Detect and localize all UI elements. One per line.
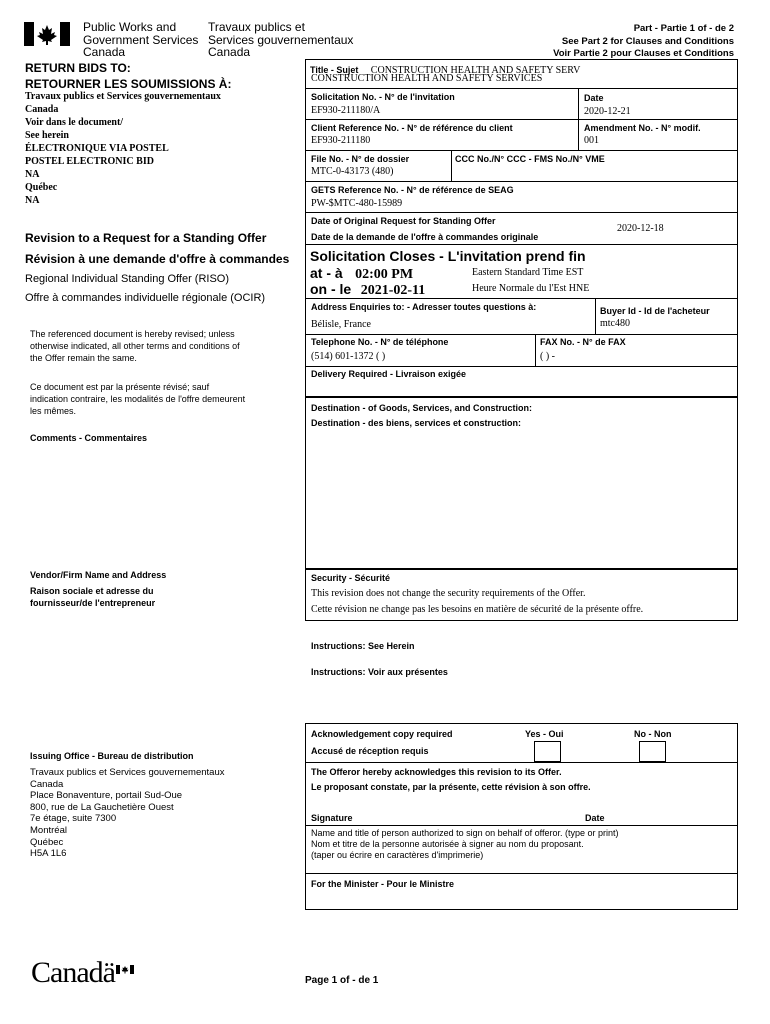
issuing-office-label: Issuing Office - Bureau de distribution (30, 751, 194, 761)
vendor-label-fr: Raison sociale et adresse du fournisseur/de l'entrepreneur (30, 586, 156, 608)
offeror-text-fr: Le proposant constate, par la présente, cette révision à son offre. (311, 782, 591, 792)
revision-note-en: The referenced document is hereby revised; unless otherwise indicated, all other terms and conditions of the Offer remain the same. (30, 329, 240, 363)
wordmark-flag-icon (116, 961, 134, 970)
page-number: Page 1 of - de 1 (305, 975, 379, 986)
amendment-label: Amendment No. - N° modif. (584, 123, 701, 133)
offeror-text-en: The Offeror hereby acknowledges this revision to its Offer. (311, 767, 562, 777)
closes-date-row: on - le 2021-02-11 (310, 281, 426, 298)
date-label: Date (584, 93, 604, 103)
closes-title: Solicitation Closes - L'invitation prend fin (310, 248, 586, 264)
security-text-fr: Cette révision ne change pas les besoins en matière de sécurité de la présente offre. (311, 604, 644, 615)
divider (305, 88, 738, 89)
solicitation-no-value: EF930-211180/A (311, 105, 381, 116)
gets-value: PW-$MTC-480-15989 (311, 198, 403, 209)
orig-date-label-en: Date of Original Request for Standing Offer (311, 216, 496, 226)
client-ref-value: EF930-211180 (311, 135, 371, 146)
fax-label: FAX No. - N° de FAX (540, 337, 626, 347)
destination-label-en: Destination - of Goods, Services, and Construction: (311, 403, 533, 413)
divider (305, 873, 738, 874)
divider (305, 212, 738, 213)
date-value: 2020-12-21 (584, 106, 631, 117)
ack-no-label: No - Non (634, 729, 672, 739)
divider (305, 119, 738, 120)
riso-fr: Offre à commandes individuelle régionale (OCIR) (25, 292, 266, 304)
ack-yes-label: Yes - Oui (525, 729, 564, 739)
instructions-fr: Instructions: Voir aux présentes (311, 667, 448, 677)
ack-label-fr: Accusé de réception requis (311, 746, 429, 756)
signature-date-label: Date (585, 813, 605, 823)
issuing-office-address: Travaux publics et Services gouvernementaux Canada Place Bonaventure, portail Sud-Oue 800, rue de La Gauchetière Ouest 7e étage, suite 7300 Montréal Québec H5A 1L6 (30, 767, 225, 860)
amendment-value: 001 (584, 135, 599, 146)
address-enquiries-value: Bélisle, France (311, 319, 371, 330)
divider (451, 150, 452, 181)
gets-label: GETS Reference No. - N° de référence de SEAG (311, 185, 514, 195)
divider (305, 244, 738, 245)
comments-label: Comments - Commentaires (30, 433, 148, 443)
divider (305, 298, 738, 299)
revision-note-fr: Ce document est par la présente révisé; sauf indication contraire, les modalités de l'offre demeurent les mêmes. (30, 382, 246, 416)
divider (305, 366, 738, 367)
divider (595, 298, 596, 334)
buyer-id-value: mtc480 (600, 318, 630, 329)
closes-time-row: at - à 02:00 PM (310, 265, 414, 282)
title-row: Title - Sujet CONSTRUCTION HEALTH AND SAFETY SERV (310, 65, 581, 76)
file-no-value: MTC-0-43173 (480) (311, 166, 394, 177)
divider (305, 334, 738, 335)
revision-title-en: Revision to a Request for a Standing Offer (25, 231, 267, 245)
client-ref-label: Client Reference No. - N° de référence du client (311, 123, 513, 133)
solicitation-no-label: Solicitation No. - N° de l'invitation (311, 92, 455, 102)
timezone-en: Eastern Standard Time EST (472, 267, 584, 278)
security-text-en: This revision does not change the security requirements of the Offer. (311, 588, 586, 599)
return-bids-title: RETURN BIDS TO: RETOURNER LES SOUMISSIONS À: (25, 61, 232, 91)
ack-no-checkbox[interactable] (639, 741, 666, 762)
ack-label: Acknowledgement copy required (311, 729, 453, 739)
ccc-label: CCC No./N° CCC - FMS No./N° VME (455, 154, 605, 164)
instructions-en: Instructions: See Herein (311, 641, 415, 651)
divider (535, 334, 536, 366)
canada-wordmark: Canadä (31, 956, 115, 989)
delivery-label: Delivery Required - Livraison exigée (311, 369, 467, 379)
divider (305, 181, 738, 182)
divider (305, 762, 738, 763)
telephone-value: (514) 601-1372 ( ) (311, 351, 386, 362)
dept-name-fr: Travaux publics et Services gouvernementaux Canada (208, 20, 354, 59)
revision-title-fr: Révision à une demande d'offre à commandes (25, 252, 290, 266)
signature-label: Signature (311, 813, 353, 823)
address-enquiries-label: Address Enquiries to: - Adresser toutes questions à: (311, 302, 537, 312)
divider (305, 825, 738, 826)
orig-date-label-fr: Date de la demande de l'offre à commandes originale (311, 232, 539, 242)
minister-label: For the Minister - Pour le Ministre (311, 879, 455, 889)
vendor-label-en: Vendor/Firm Name and Address (30, 570, 167, 580)
return-bids-address: Travaux publics et Services gouvernementaux Canada Voir dans le document/ See herein ÉLECTRONIQUE VIA POSTEL POSTEL ELECTRONIC BID NA Québec NA (25, 91, 221, 206)
dept-name-en: Public Works and Government Services Canada (83, 20, 199, 59)
security-label: Security - Sécurité (311, 573, 391, 583)
buyer-id-label: Buyer Id - Id de l'acheteur (600, 306, 710, 316)
riso-en: Regional Individual Standing Offer (RISO) (25, 273, 230, 285)
timezone-fr: Heure Normale du l'Est HNE (472, 283, 590, 294)
ack-yes-checkbox[interactable] (534, 741, 561, 762)
name-title-instructions: Name and title of person authorized to sign on behalf of offeror. (type or print) Nom et titre de la personne autorisée à signer au nom du proposant. (taper ou écrire en caractères d'imprimerie) (311, 828, 619, 860)
destination-label-fr: Destination - des biens, services et construction: (311, 418, 522, 428)
file-no-label: File No. - N° de dossier (311, 154, 410, 164)
divider (305, 150, 738, 151)
canada-flag-icon (24, 22, 70, 46)
telephone-label: Telephone No. - N° de téléphone (311, 337, 449, 347)
orig-date-value: 2020-12-18 (617, 223, 664, 234)
fax-value: ( ) - (540, 351, 555, 362)
part-info: Part - Partie 1 of - de 2 See Part 2 for Clauses and Conditions Voir Partie 2 pour Clauses et Conditions (553, 23, 734, 59)
title-value-full: CONSTRUCTION HEALTH AND SAFETY SERVICES (311, 73, 543, 84)
